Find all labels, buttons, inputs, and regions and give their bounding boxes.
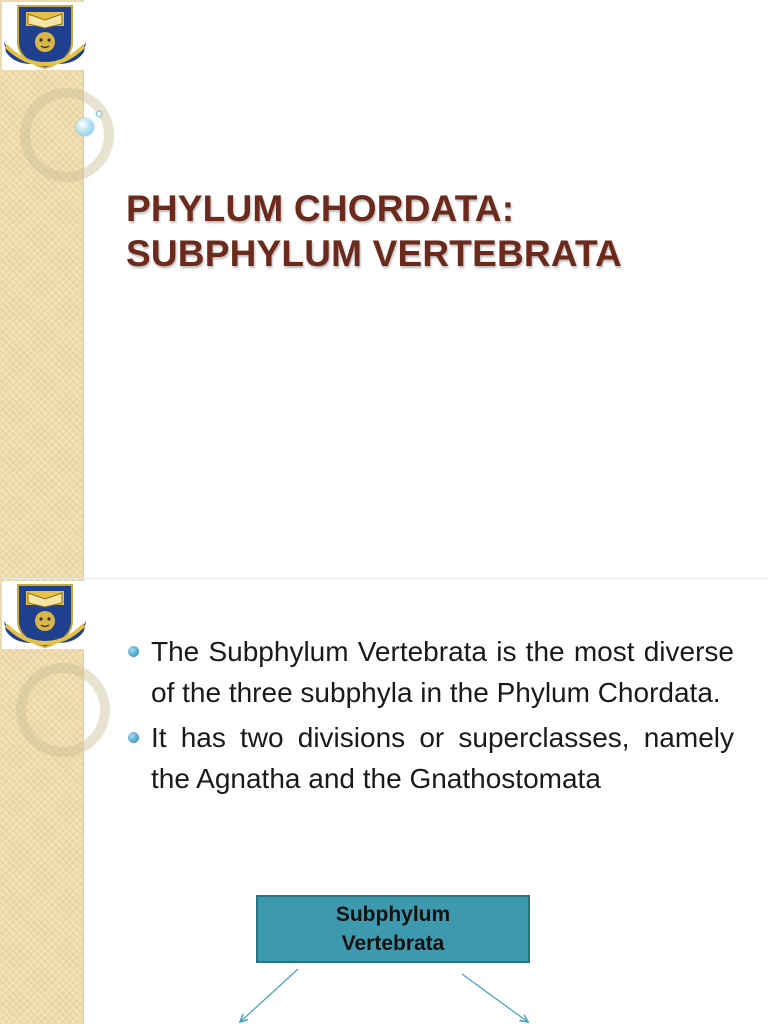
title-line-1: PHYLUM CHORDATA: bbox=[126, 188, 515, 229]
slide-title bbox=[126, 186, 746, 276]
university-crest-icon bbox=[2, 2, 88, 70]
bullet-item bbox=[128, 717, 734, 799]
arrow-down-icon bbox=[240, 969, 298, 1022]
university-crest-icon bbox=[2, 581, 88, 649]
bullet-text: The Subphylum Vertebrata is the most diverse of the three subphyla in the Phylum Chordata. bbox=[151, 636, 734, 708]
decorative-ring bbox=[20, 88, 114, 182]
bubble-small-icon bbox=[96, 111, 102, 117]
diagram-root-node bbox=[256, 895, 530, 963]
bullet-dot-icon bbox=[128, 732, 139, 743]
bubble-icon bbox=[76, 118, 94, 136]
bullet-item bbox=[128, 631, 734, 713]
content-slide bbox=[0, 578, 768, 1024]
decorative-side-band bbox=[0, 0, 84, 578]
title-line-2: SUBPHYLUM VERTEBRATA bbox=[126, 233, 622, 274]
bullet-list bbox=[128, 631, 734, 803]
bullet-dot-icon bbox=[128, 646, 139, 657]
decorative-ring bbox=[16, 663, 110, 757]
diagram-root-line-2: Vertebrata bbox=[341, 932, 445, 955]
arrow-down-icon bbox=[462, 974, 528, 1022]
bullet-text: It has two divisions or superclasses, namely the Agnatha and the Gnathostomata bbox=[151, 722, 734, 794]
diagram-root-line-1: Subphylum bbox=[335, 903, 451, 926]
